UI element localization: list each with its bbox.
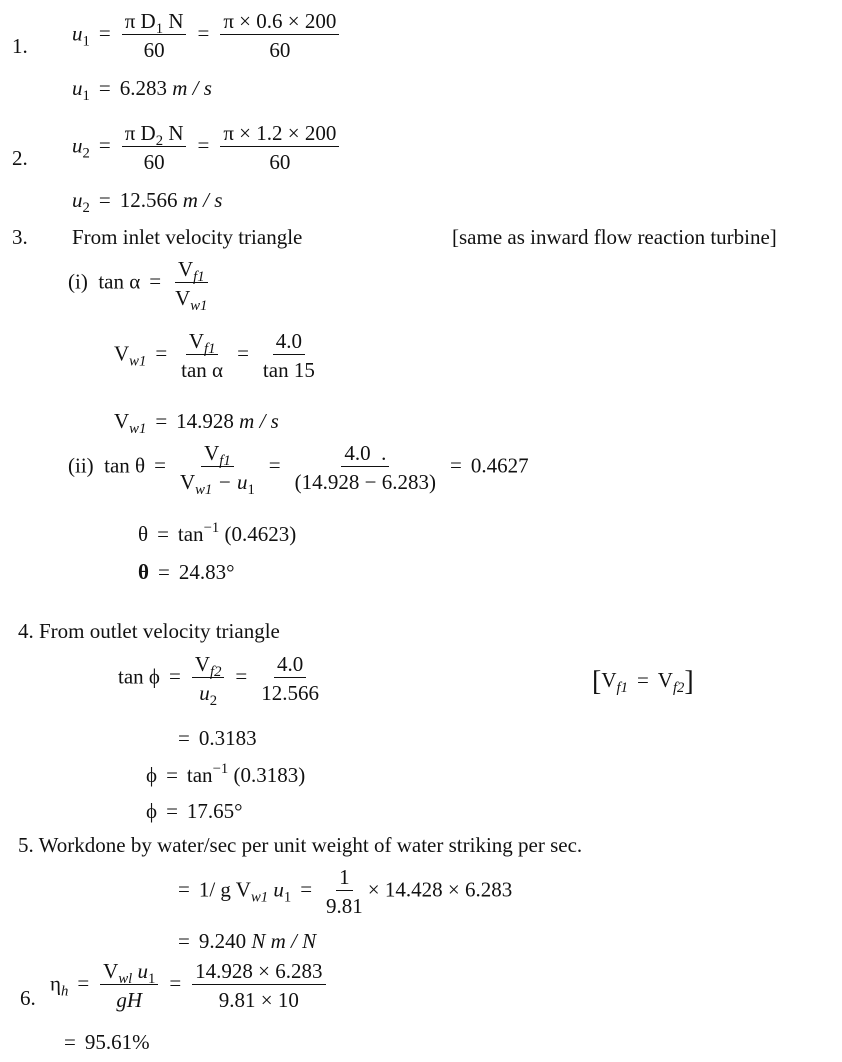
step-1-fraction-2: $\frac{\pi \times 0.6 \times 200}{60}$	[220, 10, 339, 61]
step-3-i-equation: (i) tan α = $\frac{V_{f1}}{V_{w1}}$	[68, 257, 208, 315]
step-3-vw1-result: $V_{w1} = 14.928$ m / s	[114, 409, 279, 438]
step-6-number: 6.	[20, 986, 36, 1010]
step-4-tan-phi-equation: tan ϕ = $\frac{V_{f2}}{u_2}$ = $\frac{4.0}{12.566}$	[118, 652, 320, 710]
step-3-number: 3.	[12, 225, 28, 249]
step-1-equation: $u_1$ = $\frac{\pi D_1 N}{60}$ = $\frac{\pi \times 0.6 \times 200}{60}$	[72, 10, 341, 61]
step-3-vw1-equation: $V_{w1}$ = $\frac{V_{f1}}{\text{tan α}}$ = $\frac{4.0}{\tan 15}$	[114, 329, 315, 383]
step-5-heading: 5. Workdone by water/sec per unit weight of water striking per sec.	[18, 833, 583, 857]
step-3-heading: From inlet velocity triangle	[72, 225, 303, 249]
step-4-heading: 4. From outlet velocity triangle	[18, 619, 280, 643]
step-1-result: $u_1 = 6.283$ m / s	[72, 76, 212, 105]
step-2-fraction-2: $\frac{\pi \times 1.2 \times 200}{60}$	[220, 122, 339, 173]
step-3-theta-result: θ = 24.83°	[138, 560, 235, 584]
step-5-equation: = 1/ g $V_{w1}$ $u_1$ = $\frac{1}{9.81}$ × 14.428 × 6.283	[178, 865, 513, 919]
step-2-equation: $u_2$ = $\frac{\pi D_2 N}{60}$ = $\frac{\pi \times 1.2 \times 200}{60}$	[72, 122, 341, 173]
step-4-phi-result: ϕ = 17.65°	[146, 799, 243, 823]
step-2-fraction-1: $\frac{\pi D_2 N}{60}$	[122, 122, 187, 173]
step-3-note: [same as inward flow reaction turbine]	[452, 225, 777, 249]
step-2-result: $u_2 = 12.566$ m / s	[72, 188, 223, 217]
step-3-ii-equation: (ii) tan θ = $\frac{V_{f1}}{V_{w1} - u_1}$ = $\frac{4.0 .}{(14.928 - 6.283)}$ = 0.4627	[68, 441, 529, 499]
step-6-equation: $\eta_h$ = $\frac{V_{wl} u_1}{gH}$ = $\frac{14.928 \times 6.283}{9.81 \times 10}$	[50, 960, 328, 1011]
step-1-fraction-1: $\frac{\pi D_1 N}{60}$	[122, 10, 187, 61]
step-6-result: = 95.61%	[64, 1030, 150, 1054]
step-4-bracket-note: $[V_{f1} = V_{f2}]$	[592, 666, 694, 697]
step-4-ratio-result: = 0.3183	[178, 726, 257, 750]
step-1-number: 1.	[12, 34, 28, 58]
step-3-theta-inverse: $\theta = \tan^{-1} (0.4623)$	[138, 520, 297, 546]
step-5-result: = 9.240 N m / N	[178, 929, 317, 953]
step-4-phi-inverse: $\phi = \tan^{-1} (0.3183)$	[146, 761, 306, 787]
step-2-number: 2.	[12, 146, 28, 170]
